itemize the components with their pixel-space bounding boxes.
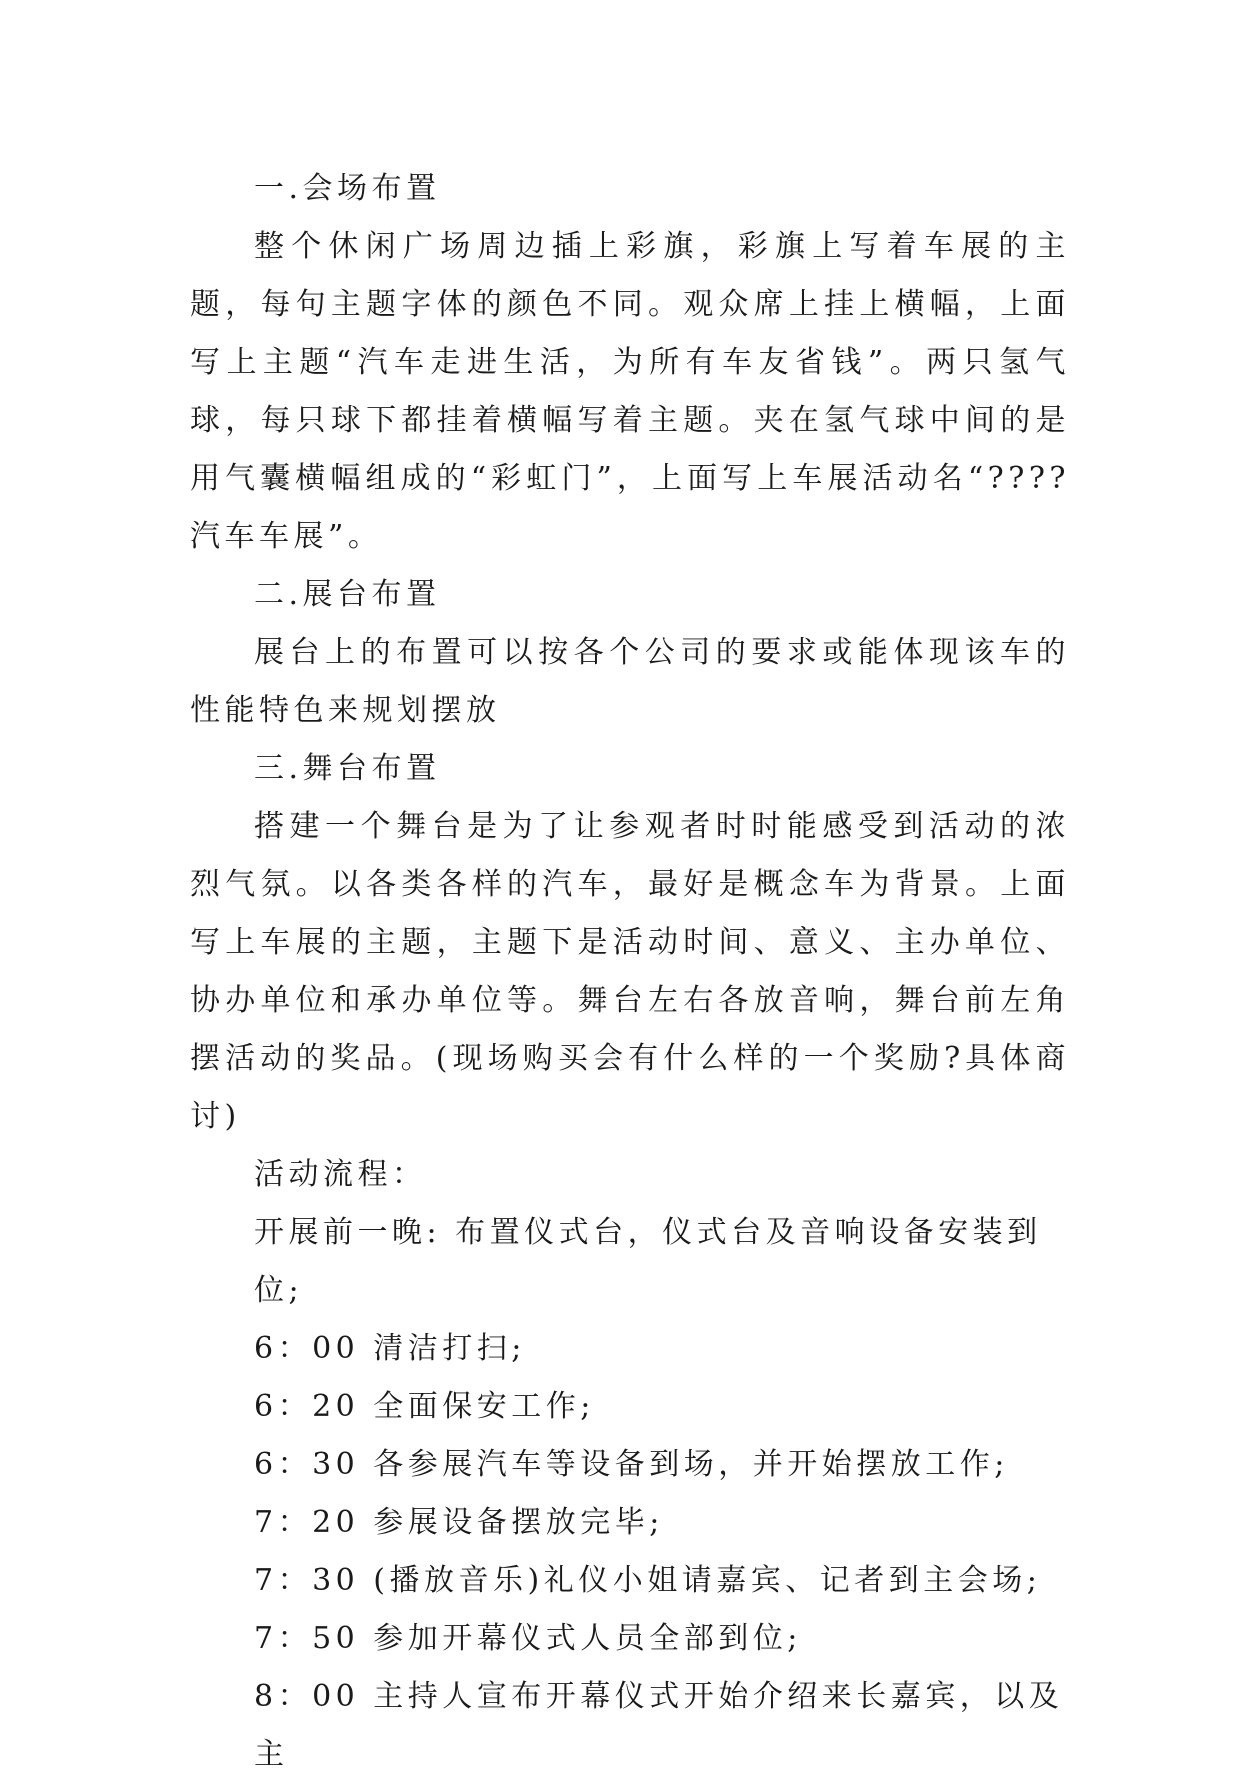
schedule-item: 开展前一晚: 布置仪式台，仪式台及音响设备安装到位;	[254, 1215, 1042, 1308]
schedule-item: 7：50 参加开幕仪式人员全部到位;	[254, 1621, 802, 1656]
paragraph-venue: 整个休闲广场周边插上彩旗，彩旗上写着车展的主题，每句主题字体的颜色不同。观众席上挂上横幅，上面写上主题“汽车走进生活，为所有车友省钱”。两只氢气球，每只球下都挂着横幅写着主题。夹在氢气球中间的是用气囊横幅组成的“彩虹门”，上面写上车展活动名“????汽车车展”。	[190, 229, 1070, 554]
paragraph-booth: 展台上的布置可以按各个公司的要求或能体现该车的性能特色来规划摆放	[190, 635, 1070, 728]
schedule-item: 6：00 清洁打扫;	[254, 1331, 526, 1366]
document-body	[190, 160, 1070, 1784]
section-heading-booth: 二.展台布置	[254, 577, 441, 612]
section-heading-venue: 一.会场布置	[254, 171, 441, 206]
schedule-item: 6：30 各参展汽车等设备到场，并开始摆放工作;	[254, 1447, 1009, 1482]
schedule-item: 8：00 主持人宣布开幕仪式开始介绍来长嘉宾，以及主	[254, 1679, 1064, 1772]
paragraph-stage: 搭建一个舞台是为了让参观者时时能感受到活动的浓烈气氛。以各类各样的汽车，最好是概念车为背景。上面写上车展的主题，主题下是活动时间、意义、主办单位、协办单位和承办单位等。舞台左右各放音响，舞台前左角摆活动的奖品。(现场购买会有什么样的一个奖励?具体商讨)	[190, 809, 1070, 1134]
schedule-item: 6：20 全面保安工作;	[254, 1389, 595, 1424]
section-heading-flow: 活动流程：	[254, 1157, 427, 1192]
schedule-item: 7：30 (播放音乐)礼仪小姐请嘉宾、记者到主会场;	[254, 1563, 1042, 1598]
section-heading-stage: 三.舞台布置	[254, 751, 441, 786]
schedule-item: 7：20 参展设备摆放完毕;	[254, 1505, 664, 1540]
